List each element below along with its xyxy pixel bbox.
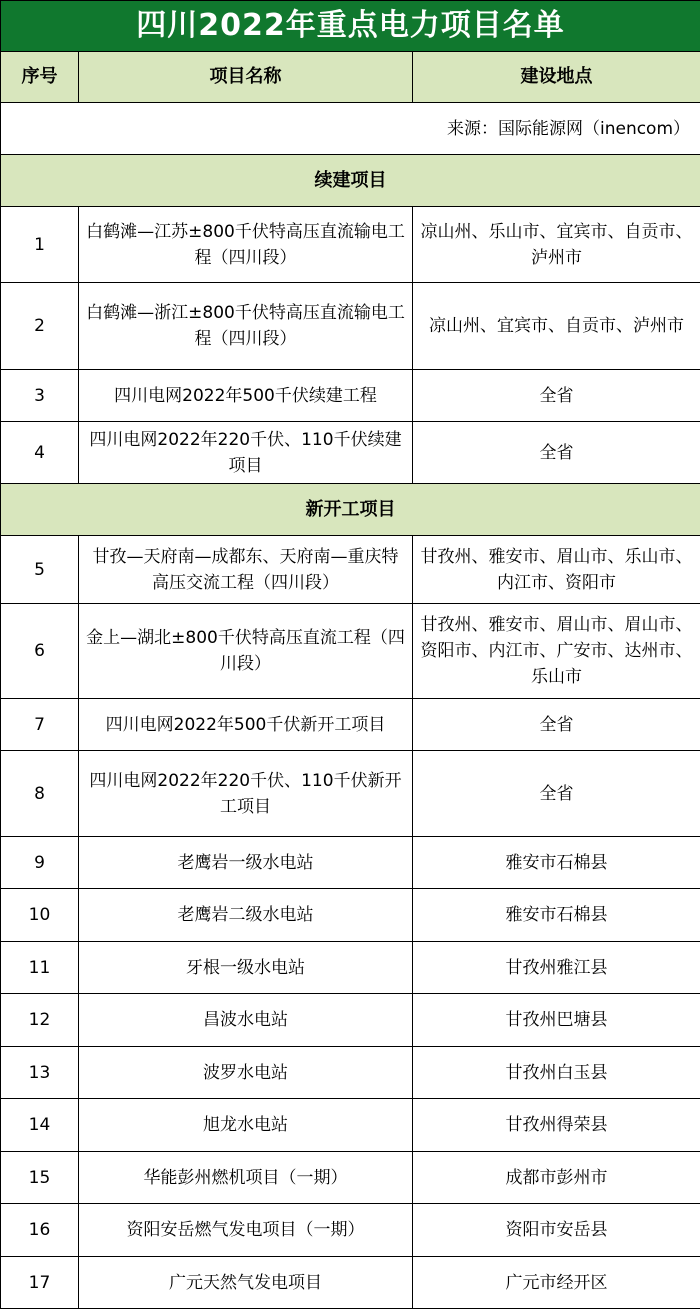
header-name: 项目名称 xyxy=(79,52,413,103)
row-num: 12 xyxy=(1,994,79,1047)
table-row xyxy=(1,422,700,484)
header-location: 建设地点 xyxy=(413,52,700,103)
row-project-name: 金上—湖北±800千伏特高压直流工程（四川段） xyxy=(79,604,413,699)
row-location: 广元市经开区 xyxy=(413,1257,700,1309)
section-row xyxy=(1,155,700,207)
row-num: 8 xyxy=(1,751,79,837)
table-row xyxy=(1,837,700,889)
table-row xyxy=(1,1047,700,1099)
row-location: 甘孜州雅江县 xyxy=(413,942,700,994)
row-project-name: 四川电网2022年500千伏续建工程 xyxy=(79,370,413,422)
table-row xyxy=(1,889,700,942)
section-label-continuing: 续建项目 xyxy=(1,155,700,207)
row-location: 全省 xyxy=(413,751,700,837)
row-location: 全省 xyxy=(413,422,700,484)
table-row xyxy=(1,1152,700,1204)
table-row xyxy=(1,1257,700,1309)
row-num: 17 xyxy=(1,1257,79,1309)
row-num: 3 xyxy=(1,370,79,422)
row-location: 全省 xyxy=(413,370,700,422)
row-location: 成都市彭州市 xyxy=(413,1152,700,1204)
header-row xyxy=(1,52,700,103)
source-row xyxy=(1,103,700,155)
table-title: 四川2022年重点电力项目名单 xyxy=(1,1,700,52)
row-project-name: 四川电网2022年220千伏、110千伏新开工项目 xyxy=(79,751,413,837)
table-row xyxy=(1,942,700,994)
source-note: 来源：国际能源网（inencom） xyxy=(1,103,700,155)
row-location: 雅安市石棉县 xyxy=(413,889,700,942)
table-row xyxy=(1,994,700,1047)
table-row xyxy=(1,699,700,751)
row-project-name: 老鹰岩一级水电站 xyxy=(79,837,413,889)
table-row xyxy=(1,283,700,370)
table-row xyxy=(1,604,700,699)
row-num: 9 xyxy=(1,837,79,889)
header-num: 序号 xyxy=(1,52,79,103)
row-location: 凉山州、乐山市、宜宾市、自贡市、泸州市 xyxy=(413,207,700,283)
section-label-new: 新开工项目 xyxy=(1,484,700,536)
row-project-name: 四川电网2022年500千伏新开工项目 xyxy=(79,699,413,751)
title-row xyxy=(1,1,700,52)
row-num: 5 xyxy=(1,536,79,604)
row-project-name: 牙根一级水电站 xyxy=(79,942,413,994)
table-row xyxy=(1,1204,700,1257)
table-row xyxy=(1,370,700,422)
row-project-name: 波罗水电站 xyxy=(79,1047,413,1099)
row-location: 资阳市安岳县 xyxy=(413,1204,700,1257)
row-num: 11 xyxy=(1,942,79,994)
row-num: 15 xyxy=(1,1152,79,1204)
table-row xyxy=(1,207,700,283)
row-project-name: 老鹰岩二级水电站 xyxy=(79,889,413,942)
row-project-name: 华能彭州燃机项目（一期） xyxy=(79,1152,413,1204)
row-num: 14 xyxy=(1,1099,79,1152)
row-project-name: 白鹤滩—浙江±800千伏特高压直流输电工程（四川段） xyxy=(79,283,413,370)
table-row xyxy=(1,751,700,837)
row-project-name: 资阳安岳燃气发电项目（一期） xyxy=(79,1204,413,1257)
row-location: 甘孜州、雅安市、眉山市、乐山市、内江市、资阳市 xyxy=(413,536,700,604)
table-row xyxy=(1,1099,700,1152)
row-location: 雅安市石棉县 xyxy=(413,837,700,889)
row-num: 2 xyxy=(1,283,79,370)
row-project-name: 甘孜—天府南—成都东、天府南—重庆特高压交流工程（四川段） xyxy=(79,536,413,604)
row-project-name: 四川电网2022年220千伏、110千伏续建项目 xyxy=(79,422,413,484)
row-project-name: 白鹤滩—江苏±800千伏特高压直流输电工程（四川段） xyxy=(79,207,413,283)
section-row xyxy=(1,484,700,536)
row-project-name: 广元天然气发电项目 xyxy=(79,1257,413,1309)
row-location: 全省 xyxy=(413,699,700,751)
row-location: 甘孜州白玉县 xyxy=(413,1047,700,1099)
row-project-name: 旭龙水电站 xyxy=(79,1099,413,1152)
row-num: 13 xyxy=(1,1047,79,1099)
row-location: 甘孜州巴塘县 xyxy=(413,994,700,1047)
row-num: 4 xyxy=(1,422,79,484)
row-location: 甘孜州、雅安市、眉山市、眉山市、资阳市、内江市、广安市、达州市、乐山市 xyxy=(413,604,700,699)
row-num: 1 xyxy=(1,207,79,283)
row-project-name: 昌波水电站 xyxy=(79,994,413,1047)
row-num: 6 xyxy=(1,604,79,699)
table-row xyxy=(1,536,700,604)
row-num: 16 xyxy=(1,1204,79,1257)
row-location: 凉山州、宜宾市、自贡市、泸州市 xyxy=(413,283,700,370)
row-num: 10 xyxy=(1,889,79,942)
row-location: 甘孜州得荣县 xyxy=(413,1099,700,1152)
row-num: 7 xyxy=(1,699,79,751)
